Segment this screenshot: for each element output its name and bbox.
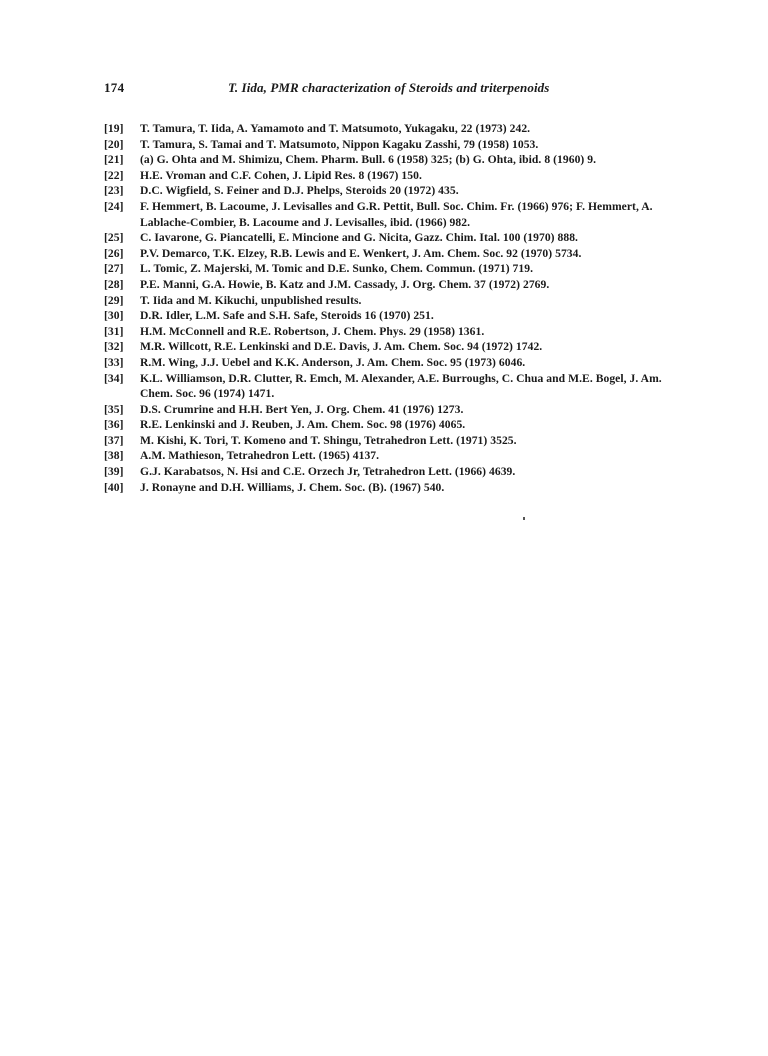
reference-number: [32] xyxy=(104,340,124,354)
reference-number: [27] xyxy=(104,262,124,276)
reference-text: G.J. Karabatsos, N. Hsi and C.E. Orzech Jr, Tetrahedron Lett. (1966) 4639. xyxy=(140,465,516,479)
reference-number: [23] xyxy=(104,184,124,198)
reference-item xyxy=(104,480,670,496)
reference-number: [40] xyxy=(104,480,124,494)
reference-number: [29] xyxy=(104,293,124,307)
running-title: T. Iida, PMR characterization of Steroids and triterpenoids xyxy=(228,80,550,95)
reference-number: [36] xyxy=(104,418,124,432)
reference-number: [38] xyxy=(104,449,124,463)
page-header xyxy=(104,80,664,100)
reference-text: C. Iavarone, G. Piancatelli, E. Mincione and G. Nicita, Gazz. Chim. Ital. 100 (1970) 888. xyxy=(140,231,579,245)
reference-text: F. Hemmert, B. Lacoume, J. Levisalles and G.R. Pettit, Bull. Soc. Chim. Fr. (1966) 976; F. Hemmert, A. Lablache-Combier, B. Lacoume and J. Levisalles, ibid. (1966) 982. xyxy=(140,199,653,229)
reference-item xyxy=(104,402,670,418)
reference-number: [20] xyxy=(104,137,124,151)
reference-item xyxy=(104,183,670,199)
reference-text: P.V. Demarco, T.K. Elzey, R.B. Lewis and E. Wenkert, J. Am. Chem. Soc. 92 (1970) 5734. xyxy=(140,246,582,260)
reference-number: [39] xyxy=(104,465,124,479)
reference-number: [35] xyxy=(104,402,124,416)
reference-text: D.S. Crumrine and H.H. Bert Yen, J. Org. Chem. 41 (1976) 1273. xyxy=(140,402,464,416)
page-number: 174 xyxy=(104,80,125,95)
reference-text: R.M. Wing, J.J. Uebel and K.K. Anderson, J. Am. Chem. Soc. 95 (1973) 6046. xyxy=(140,355,526,369)
reference-item xyxy=(104,339,670,355)
reference-number: [26] xyxy=(104,246,124,260)
reference-number: [28] xyxy=(104,277,124,291)
reference-item xyxy=(104,355,670,371)
reference-number: [34] xyxy=(104,371,124,385)
reference-text: H.E. Vroman and C.F. Cohen, J. Lipid Res. 8 (1967) 150. xyxy=(140,168,422,182)
reference-item xyxy=(104,261,670,277)
reference-text: T. Tamura, T. Iida, A. Yamamoto and T. Matsumoto, Yukagaku, 22 (1973) 242. xyxy=(140,122,531,135)
reference-text: M.R. Willcott, R.E. Lenkinski and D.E. Davis, J. Am. Chem. Soc. 94 (1972) 1742. xyxy=(140,340,543,354)
reference-number: [19] xyxy=(104,122,124,135)
reference-text: T. Tamura, S. Tamai and T. Matsumoto, Nippon Kagaku Zasshi, 79 (1958) 1053. xyxy=(140,137,539,151)
reference-text: L. Tomic, Z. Majerski, M. Tomic and D.E. Sunko, Chem. Commun. (1971) 719. xyxy=(140,262,534,276)
reference-text: H.M. McConnell and R.E. Robertson, J. Chem. Phys. 29 (1958) 1361. xyxy=(140,324,485,338)
reference-item xyxy=(104,277,670,293)
reference-item xyxy=(104,293,670,309)
reference-text: M. Kishi, K. Tori, T. Komeno and T. Shingu, Tetrahedron Lett. (1971) 3525. xyxy=(140,433,517,447)
reference-number: [37] xyxy=(104,433,124,447)
reference-item xyxy=(104,121,670,137)
reference-text: K.L. Williamson, D.R. Clutter, R. Emch, M. Alexander, A.E. Burroughs, C. Chua and M.E. Bogel, J. Am. Chem. Soc. 96 (1974) 1471. xyxy=(140,371,662,401)
reference-item xyxy=(104,433,670,449)
reference-text: P.E. Manni, G.A. Howie, B. Katz and J.M. Cassady, J. Org. Chem. 37 (1972) 2769. xyxy=(140,277,550,291)
scan-speck xyxy=(523,517,525,520)
reference-text: J. Ronayne and D.H. Williams, J. Chem. Soc. (B). (1967) 540. xyxy=(140,480,445,494)
reference-item xyxy=(104,448,670,464)
reference-item xyxy=(104,371,670,402)
reference-text: D.C. Wigfield, S. Feiner and D.J. Phelps, Steroids 20 (1972) 435. xyxy=(140,184,459,198)
reference-item xyxy=(104,417,670,433)
reference-item xyxy=(104,464,670,480)
reference-item xyxy=(104,137,670,153)
reference-text: D.R. Idler, L.M. Safe and S.H. Safe, Steroids 16 (1970) 251. xyxy=(140,309,434,323)
reference-number: [30] xyxy=(104,309,124,323)
reference-number: [24] xyxy=(104,199,124,213)
reference-text: (a) G. Ohta and M. Shimizu, Chem. Pharm. Bull. 6 (1958) 325; (b) G. Ohta, ibid. 8 (1960) 9. xyxy=(140,153,597,167)
reference-text: A.M. Mathieson, Tetrahedron Lett. (1965) 4137. xyxy=(140,449,380,463)
reference-item xyxy=(104,199,670,230)
reference-item xyxy=(104,308,670,324)
reference-number: [22] xyxy=(104,168,124,182)
reference-list xyxy=(104,121,670,495)
reference-item xyxy=(104,246,670,262)
reference-number: [21] xyxy=(104,153,124,167)
reference-number: [33] xyxy=(104,355,124,369)
reference-item xyxy=(104,324,670,340)
reference-text: T. Iida and M. Kikuchi, unpublished results. xyxy=(140,293,362,307)
reference-text: R.E. Lenkinski and J. Reuben, J. Am. Chem. Soc. 98 (1976) 4065. xyxy=(140,418,466,432)
reference-number: [31] xyxy=(104,324,124,338)
reference-item xyxy=(104,168,670,184)
reference-number: [25] xyxy=(104,231,124,245)
reference-item xyxy=(104,152,670,168)
reference-item xyxy=(104,230,670,246)
